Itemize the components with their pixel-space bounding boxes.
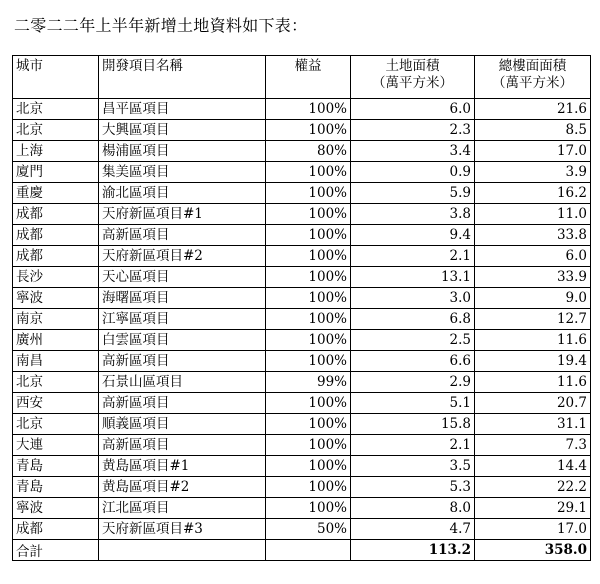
cell-land-area: 2.9 bbox=[351, 372, 475, 393]
table-row bbox=[13, 393, 591, 414]
table-row bbox=[13, 141, 591, 162]
cell-equity: 100% bbox=[266, 204, 351, 225]
table-row bbox=[13, 120, 591, 141]
cell-project: 集美區項目 bbox=[99, 162, 266, 183]
cell-city: 成都 bbox=[13, 519, 99, 540]
cell-land-area: 6.0 bbox=[351, 99, 475, 120]
cell-project: 高新區項目 bbox=[99, 393, 266, 414]
cell-equity: 50% bbox=[266, 519, 351, 540]
header-land-area-label: 土地面積 bbox=[385, 58, 440, 74]
cell-land-area: 13.1 bbox=[351, 267, 475, 288]
cell-project: 高新區項目 bbox=[99, 225, 266, 246]
cell-equity: 100% bbox=[266, 288, 351, 309]
table-row bbox=[13, 435, 591, 456]
cell-city: 廈門 bbox=[13, 162, 99, 183]
cell-equity: 100% bbox=[266, 456, 351, 477]
table-row bbox=[13, 330, 591, 351]
table-row bbox=[13, 456, 591, 477]
cell-gfa: 11.6 bbox=[475, 330, 591, 351]
cell-city: 北京 bbox=[13, 414, 99, 435]
cell-equity: 100% bbox=[266, 99, 351, 120]
cell-gfa: 16.2 bbox=[475, 183, 591, 204]
cell-gfa: 22.2 bbox=[475, 477, 591, 498]
cell-land-area: 15.8 bbox=[351, 414, 475, 435]
cell-gfa: 9.0 bbox=[475, 288, 591, 309]
cell-gfa: 12.7 bbox=[475, 309, 591, 330]
header-land-area bbox=[351, 56, 475, 99]
cell-gfa: 11.6 bbox=[475, 372, 591, 393]
total-equity-empty bbox=[266, 540, 351, 561]
cell-gfa: 17.0 bbox=[475, 519, 591, 540]
cell-city: 西安 bbox=[13, 393, 99, 414]
cell-land-area: 6.6 bbox=[351, 351, 475, 372]
cell-project: 天府新區項目#2 bbox=[99, 246, 266, 267]
cell-gfa: 33.9 bbox=[475, 267, 591, 288]
cell-gfa: 11.0 bbox=[475, 204, 591, 225]
cell-city: 成都 bbox=[13, 225, 99, 246]
cell-city: 重慶 bbox=[13, 183, 99, 204]
cell-equity: 100% bbox=[266, 225, 351, 246]
cell-project: 大興區項目 bbox=[99, 120, 266, 141]
cell-land-area: 2.1 bbox=[351, 435, 475, 456]
total-label: 合計 bbox=[13, 540, 99, 561]
cell-land-area: 0.9 bbox=[351, 162, 475, 183]
cell-gfa: 14.4 bbox=[475, 456, 591, 477]
cell-project: 渝北區項目 bbox=[99, 183, 266, 204]
cell-land-area: 5.1 bbox=[351, 393, 475, 414]
cell-gfa: 31.1 bbox=[475, 414, 591, 435]
cell-city: 北京 bbox=[13, 372, 99, 393]
total-row bbox=[13, 540, 591, 561]
cell-gfa: 8.5 bbox=[475, 120, 591, 141]
table-footer bbox=[13, 540, 591, 561]
cell-equity: 100% bbox=[266, 477, 351, 498]
cell-city: 大連 bbox=[13, 435, 99, 456]
cell-city: 北京 bbox=[13, 120, 99, 141]
cell-project: 江寧區項目 bbox=[99, 309, 266, 330]
total-project-empty bbox=[99, 540, 266, 561]
cell-project: 高新區項目 bbox=[99, 435, 266, 456]
header-gfa bbox=[475, 56, 591, 99]
cell-gfa: 7.3 bbox=[475, 435, 591, 456]
cell-gfa: 33.8 bbox=[475, 225, 591, 246]
table-row bbox=[13, 246, 591, 267]
table-row bbox=[13, 498, 591, 519]
cell-city: 成都 bbox=[13, 246, 99, 267]
cell-land-area: 4.7 bbox=[351, 519, 475, 540]
table-row bbox=[13, 183, 591, 204]
table-row bbox=[13, 414, 591, 435]
table-row bbox=[13, 309, 591, 330]
cell-land-area: 3.5 bbox=[351, 456, 475, 477]
header-land-area-unit: （萬平方米） bbox=[372, 75, 453, 91]
cell-city: 長沙 bbox=[13, 267, 99, 288]
cell-equity: 100% bbox=[266, 393, 351, 414]
cell-equity: 100% bbox=[266, 267, 351, 288]
cell-city: 上海 bbox=[13, 141, 99, 162]
cell-equity: 100% bbox=[266, 309, 351, 330]
cell-gfa: 20.7 bbox=[475, 393, 591, 414]
cell-land-area: 2.3 bbox=[351, 120, 475, 141]
cell-project: 高新區項目 bbox=[99, 351, 266, 372]
cell-equity: 100% bbox=[266, 351, 351, 372]
header-row bbox=[13, 56, 591, 99]
cell-land-area: 3.4 bbox=[351, 141, 475, 162]
cell-city: 北京 bbox=[13, 99, 99, 120]
header-equity: 權益 bbox=[266, 56, 351, 99]
cell-project: 楊浦區項目 bbox=[99, 141, 266, 162]
cell-gfa: 6.0 bbox=[475, 246, 591, 267]
cell-land-area: 8.0 bbox=[351, 498, 475, 519]
table-row bbox=[13, 519, 591, 540]
cell-project: 江北區項目 bbox=[99, 498, 266, 519]
cell-project: 石景山區項目 bbox=[99, 372, 266, 393]
cell-land-area: 3.0 bbox=[351, 288, 475, 309]
cell-city: 寧波 bbox=[13, 288, 99, 309]
cell-gfa: 17.0 bbox=[475, 141, 591, 162]
cell-project: 昌平區項目 bbox=[99, 99, 266, 120]
cell-project: 順義區項目 bbox=[99, 414, 266, 435]
cell-city: 成都 bbox=[13, 204, 99, 225]
cell-land-area: 2.1 bbox=[351, 246, 475, 267]
cell-land-area: 5.9 bbox=[351, 183, 475, 204]
cell-project: 天心區項目 bbox=[99, 267, 266, 288]
cell-equity: 100% bbox=[266, 498, 351, 519]
header-project: 開發項目名稱 bbox=[99, 56, 266, 99]
cell-land-area: 2.5 bbox=[351, 330, 475, 351]
table-header bbox=[13, 56, 591, 99]
cell-land-area: 9.4 bbox=[351, 225, 475, 246]
cell-equity: 100% bbox=[266, 183, 351, 204]
cell-equity: 99% bbox=[266, 372, 351, 393]
table-row bbox=[13, 372, 591, 393]
table-row bbox=[13, 351, 591, 372]
table-row bbox=[13, 99, 591, 120]
cell-project: 海曙區項目 bbox=[99, 288, 266, 309]
total-land-area: 113.2 bbox=[351, 540, 475, 561]
cell-city: 寧波 bbox=[13, 498, 99, 519]
cell-equity: 100% bbox=[266, 414, 351, 435]
table-row bbox=[13, 204, 591, 225]
cell-land-area: 6.8 bbox=[351, 309, 475, 330]
cell-equity: 100% bbox=[266, 162, 351, 183]
cell-equity: 100% bbox=[266, 246, 351, 267]
cell-project: 白雲區項目 bbox=[99, 330, 266, 351]
cell-city: 南京 bbox=[13, 309, 99, 330]
cell-land-area: 5.3 bbox=[351, 477, 475, 498]
cell-gfa: 3.9 bbox=[475, 162, 591, 183]
total-gfa: 358.0 bbox=[475, 540, 591, 561]
cell-land-area: 3.8 bbox=[351, 204, 475, 225]
header-gfa-label: 總樓面面積 bbox=[498, 58, 567, 74]
table-row bbox=[13, 162, 591, 183]
cell-project: 黄島區項目#2 bbox=[99, 477, 266, 498]
cell-project: 天府新區項目#1 bbox=[99, 204, 266, 225]
table-row bbox=[13, 288, 591, 309]
cell-gfa: 19.4 bbox=[475, 351, 591, 372]
cell-equity: 100% bbox=[266, 120, 351, 141]
table-body bbox=[13, 99, 591, 540]
header-city: 城市 bbox=[13, 56, 99, 99]
cell-equity: 80% bbox=[266, 141, 351, 162]
cell-gfa: 21.6 bbox=[475, 99, 591, 120]
cell-project: 天府新區項目#3 bbox=[99, 519, 266, 540]
intro-heading: 二零二二年上半年新增土地資料如下表： bbox=[14, 16, 308, 35]
table-row bbox=[13, 225, 591, 246]
land-table bbox=[12, 55, 591, 561]
cell-equity: 100% bbox=[266, 435, 351, 456]
table-row bbox=[13, 477, 591, 498]
cell-city: 青島 bbox=[13, 477, 99, 498]
cell-city: 南昌 bbox=[13, 351, 99, 372]
cell-city: 廣州 bbox=[13, 330, 99, 351]
header-gfa-unit: （萬平方米） bbox=[492, 75, 573, 91]
cell-city: 青島 bbox=[13, 456, 99, 477]
cell-gfa: 29.1 bbox=[475, 498, 591, 519]
cell-project: 黄島區項目#1 bbox=[99, 456, 266, 477]
cell-equity: 100% bbox=[266, 330, 351, 351]
table-row bbox=[13, 267, 591, 288]
